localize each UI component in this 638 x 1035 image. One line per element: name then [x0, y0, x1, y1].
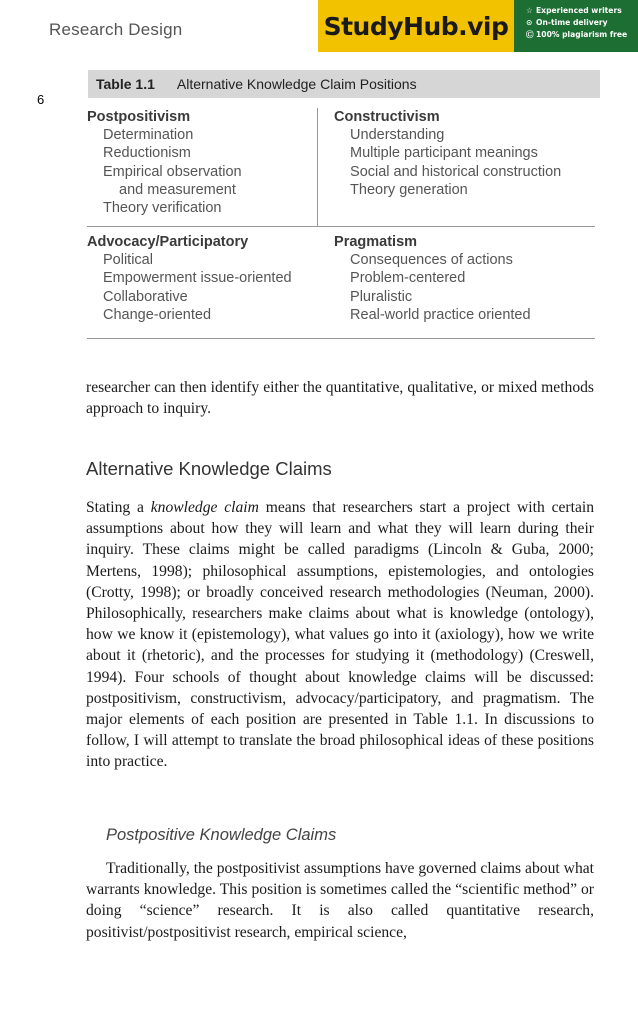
cell-item: Pluralistic [350, 288, 413, 305]
cell-item: Problem-centered [350, 270, 466, 287]
running-head: Research Design [49, 20, 183, 39]
cell-item: Real-world practice oriented [350, 306, 531, 323]
cell-item: Reductionism [103, 145, 191, 162]
section-heading: Alternative Knowledge Claims [86, 458, 332, 479]
star-icon: ☆ [526, 6, 533, 15]
cell-item: Empowerment issue-oriented [103, 270, 292, 287]
clock-icon: ⊙ [526, 18, 533, 27]
cell-item: Determination [103, 127, 194, 144]
body-paragraph: researcher can then identify either the quantitative, qualitative, or mixed methods approach to inquiry. [86, 379, 594, 418]
ad-banner[interactable] [318, 0, 638, 52]
ad-brand-logo[interactable]: StudyHub.vip [318, 0, 514, 52]
ad-feature-item: ☆ Experienced writers [526, 6, 622, 15]
cell-item: Empirical observation [103, 163, 242, 180]
knowledge-claims-table [87, 108, 595, 339]
cell-heading: Pragmatism [334, 234, 418, 250]
cell-item: Social and historical construction [350, 163, 562, 180]
cell-item: Change-oriented [103, 306, 212, 323]
cell-constructivism [317, 108, 595, 226]
copyright-icon: Ⓒ [526, 30, 534, 39]
cell-pragmatism [317, 233, 595, 338]
emphasis-term: knowledge claim [150, 499, 259, 516]
cell-heading: Constructivism [334, 109, 440, 125]
table-row [87, 108, 595, 227]
cell-postpositivism [87, 108, 317, 226]
ad-features [514, 0, 638, 52]
body-paragraph: Stating a knowledge claim means that researchers start a project with certain assumptions about how they will learn and what they will learn during their inquiry. These claims might be called paradigms (Lincoln & Guba, 2000; Mertens, 1998); philosophical assumptions, epistemologies, and ontologies (Crotty, 1998); or broadly conceived research methodologies (Neuman, 2000). Philosophically, researchers make claims about what is knowledge (ontology), how we know it (epistemology), what values go into it (axiology), how we write about it (rhetoric), and the processes for studying it (methodology) (Creswell, 1994). Four schools of thought about knowledge claims will be discussed: postpositivism, constructivism, advocacy/participatory, and pragmatism. The major elements of each position are presented in Table 1.1. In discussions to follow, I will attempt to translate the broad philosophical ideas of these positions into practice. [86, 499, 595, 771]
body-paragraph: Traditionally, the postpositivist assumptions have governed claims about what warrants knowledge. This position is sometimes called the “scientific method” or doing “science” research. It is also called quantitative research, positivist/postpositivist research, empirical science, [86, 860, 594, 941]
cell-item: and measurement [119, 181, 236, 198]
cell-item: Understanding [350, 127, 445, 144]
ad-feature-item: ⊙ On-time delivery [526, 18, 608, 27]
cell-advocacy [87, 233, 317, 338]
table-label: Table 1.1 [96, 76, 155, 92]
cell-item: Collaborative [103, 288, 188, 305]
page-number: 6 [37, 92, 45, 107]
ad-feature-item: Ⓒ 100% plagiarism free [526, 30, 628, 39]
cell-item: Theory verification [103, 200, 222, 217]
table-row [87, 227, 595, 339]
cell-item: Political [103, 252, 153, 269]
cell-heading: Advocacy/Participatory [87, 234, 249, 250]
table-title-bar [88, 70, 600, 98]
cell-item: Multiple participant meanings [350, 145, 538, 162]
table-title: Alternative Knowledge Claim Positions [176, 76, 417, 92]
cell-item: Consequences of actions [350, 252, 513, 269]
subsection-heading: Postpositive Knowledge Claims [106, 826, 337, 844]
cell-item: Theory generation [350, 181, 468, 198]
cell-heading: Postpositivism [87, 109, 191, 125]
